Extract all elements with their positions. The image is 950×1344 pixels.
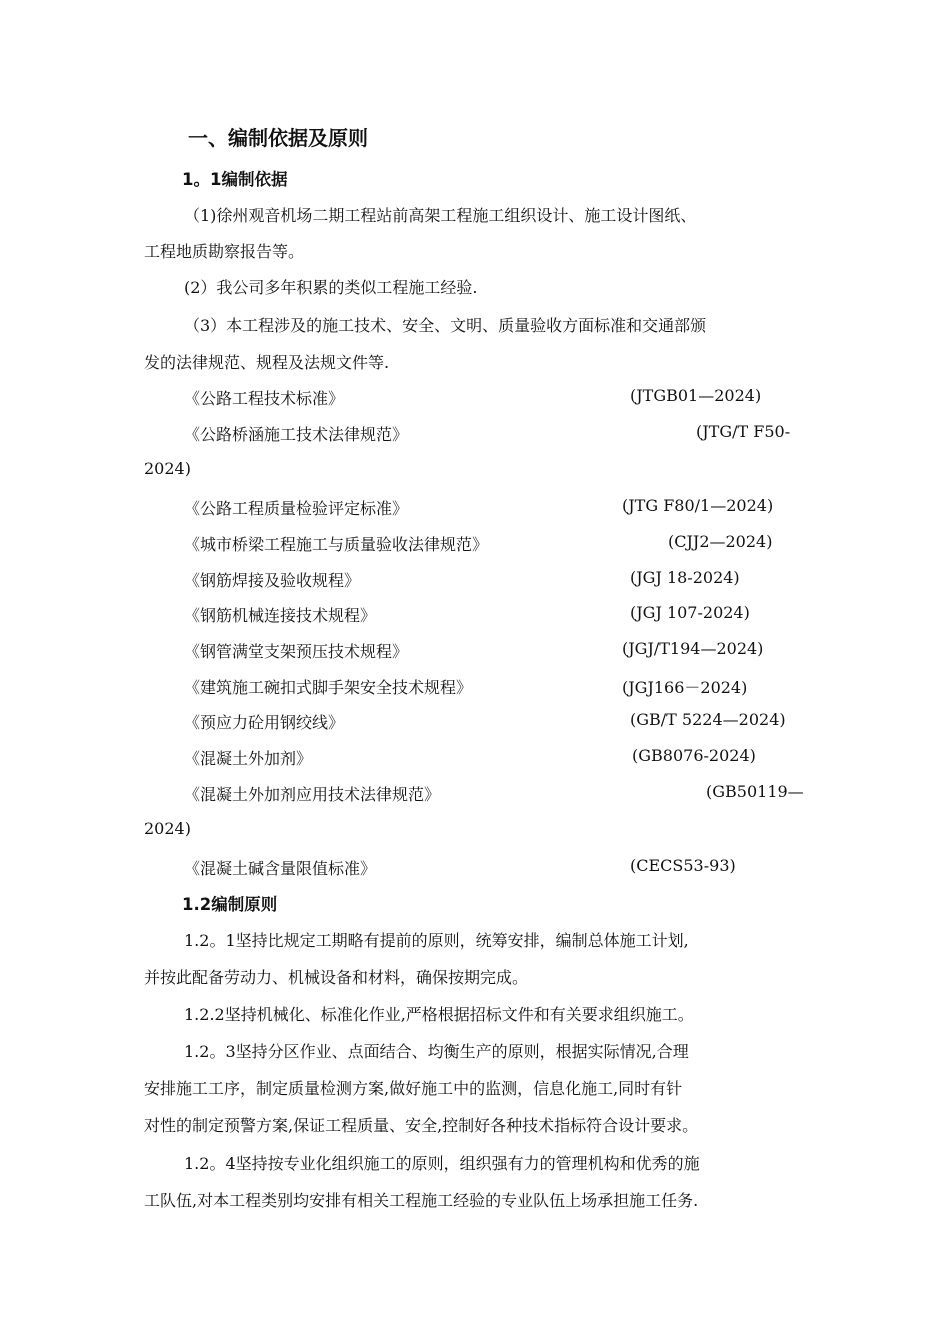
standard-title: 《钢管满堂支架预压技术规程》 [184, 642, 409, 661]
section-1-1-title: 1。1编制依据 [182, 170, 288, 189]
standard-title: 《公路工程技术标准》 [184, 389, 345, 408]
standard-title: 《钢筋机械连接技术规程》 [184, 606, 377, 625]
standard-code: (GB50119— [706, 782, 804, 801]
main-heading: 一、编制依据及原则 [188, 126, 368, 150]
standard-code: (CJJ2—2024) [668, 532, 773, 551]
standard-code: (JGJ 18-2024) [630, 568, 740, 587]
paragraph-3-line-1: （3）本工程涉及的施工技术、安全、文明、质量验收方面标准和交通部颁 [184, 316, 707, 335]
standard-title: 《混凝土碱含量限值标准》 [184, 859, 377, 878]
paragraph-1-line-2: 工程地质勘察报告等。 [144, 242, 305, 261]
principle-3-line-3: 对性的制定预警方案,保证工程质量、安全,控制好各种技术指标符合设计要求。 [144, 1116, 699, 1135]
principle-1-line-2: 并按此配备劳动力、机械设备和材料，确保按期完成。 [144, 968, 529, 987]
paragraph-1-line-1: （1)徐州观音机场二期工程站前高架工程施工组织设计、施工设计图纸、 [184, 206, 697, 225]
standard-code: (GB/T 5224—2024) [630, 710, 786, 729]
standard-title: 《公路工程质量检验评定标准》 [184, 499, 409, 518]
standard-title: 《公路桥涵施工技术法律规范》 [184, 425, 409, 444]
standard-code: (JGJ 107-2024) [630, 603, 750, 622]
standard-code: (JTG/T F50- [696, 422, 791, 441]
standard-code-continuation: 2024) [144, 819, 191, 838]
standard-code-continuation: 2024) [144, 459, 191, 478]
principle-3-line-1: 1.2。3坚持分区作业、点面结合、均衡生产的原则，根据实际情况,合理 [184, 1042, 689, 1061]
standard-title: 《钢筋焊接及验收规程》 [184, 571, 361, 590]
standard-code: (CECS53-93) [630, 856, 736, 875]
standard-title: 《混凝土外加剂》 [184, 749, 313, 768]
principle-3-line-2: 安排施工工序，制定质量检测方案,做好施工中的监测，信息化施工,同时有针 [144, 1079, 683, 1098]
standard-title: 《城市桥梁工程施工与质量验收法律规范》 [184, 535, 489, 554]
principle-2: 1.2.2坚持机械化、标准化作业,严格根据招标文件和有关要求组织施工。 [184, 1005, 694, 1024]
standard-code: (JGJ/T194—2024) [622, 639, 764, 658]
principle-1-line-1: 1.2。1坚持比规定工期略有提前的原则，统筹安排，编制总体施工计划, [184, 931, 689, 950]
paragraph-3-line-2: 发的法律规范、规程及法规文件等. [144, 353, 390, 372]
principle-4-line-2: 工队伍,对本工程类别均安排有相关工程施工经验的专业队伍上场承担施工任务. [144, 1191, 699, 1210]
standard-title: 《预应力砼用钢绞线》 [184, 713, 345, 732]
standard-code: (GB8076-2024) [632, 746, 756, 765]
standard-code: (JGJ166－2024) [622, 678, 748, 697]
principle-4-line-1: 1.2。4坚持按专业化组织施工的原则，组织强有力的管理机构和优秀的施 [184, 1154, 700, 1173]
standard-title: 《建筑施工碗扣式脚手架安全技术规程》 [184, 678, 473, 697]
standard-code: (JTG F80/1—2024) [622, 496, 774, 515]
paragraph-2: (2）我公司多年积累的类似工程施工经验. [184, 278, 478, 297]
standard-code: (JTGB01—2024) [630, 386, 762, 405]
section-1-2-title: 1.2编制原则 [182, 895, 278, 914]
standard-title: 《混凝土外加剂应用技术法律规范》 [184, 785, 441, 804]
